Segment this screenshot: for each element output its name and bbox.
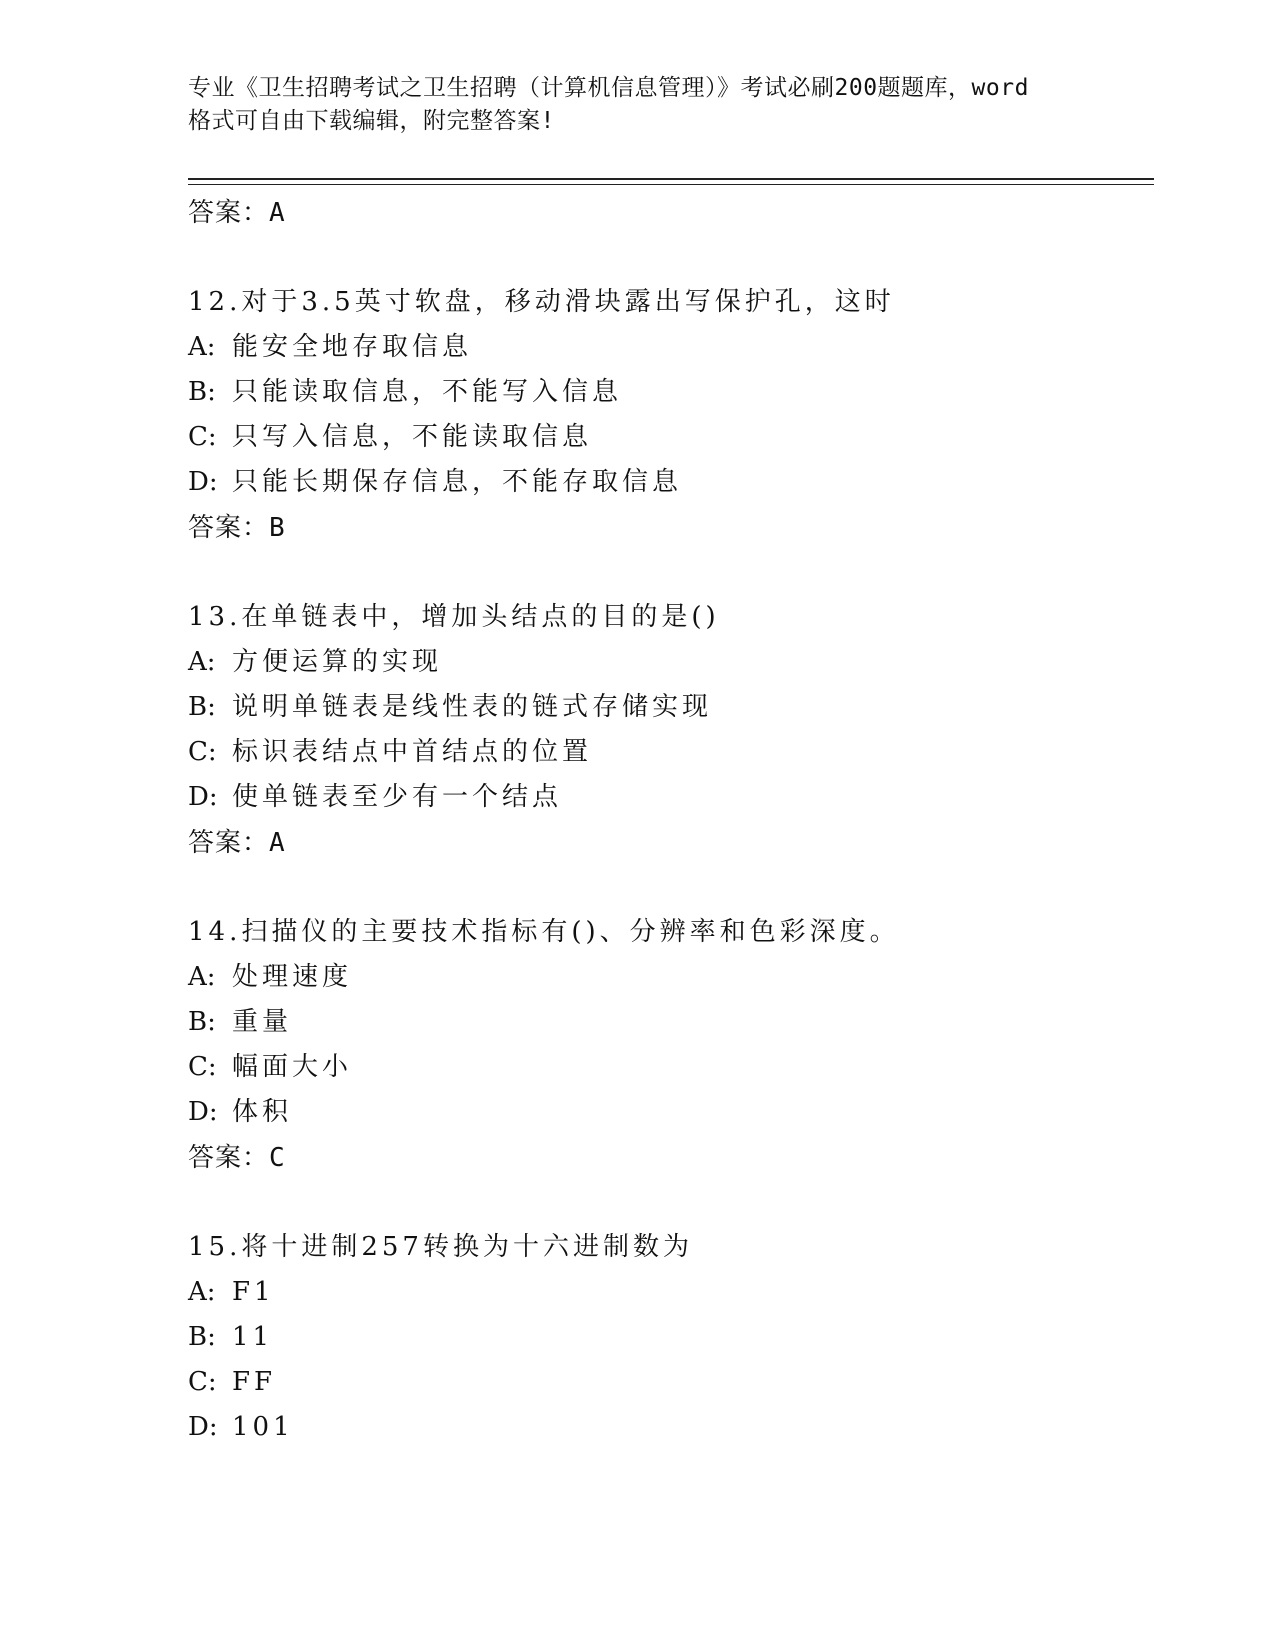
option-c <box>188 1045 1158 1090</box>
option-key: B: <box>188 1322 216 1352</box>
answer-12: 答案：B <box>188 513 286 543</box>
option-c <box>188 1360 1158 1405</box>
question-title: 12.对于3.5英寸软盘，移动滑块露出写保护孔，这时 <box>188 287 895 317</box>
question-15 <box>188 1225 1158 1450</box>
option-c <box>188 415 1158 460</box>
question-title: 14.扫描仪的主要技术指标有()、分辨率和色彩深度。 <box>188 917 900 947</box>
option-d <box>188 460 1158 505</box>
option-key: A: <box>188 647 216 677</box>
option-b <box>188 685 1158 730</box>
option-key: A: <box>188 1277 216 1307</box>
option-text: 只能读取信息，不能写入信息 <box>232 377 623 407</box>
option-key: B: <box>188 692 216 722</box>
option-text: 能安全地存取信息 <box>232 332 473 362</box>
option-b <box>188 1315 1158 1360</box>
option-d <box>188 1405 1158 1450</box>
option-text: 方便运算的实现 <box>232 647 443 677</box>
answer-14: 答案：C <box>188 1143 286 1173</box>
answer-13: 答案：A <box>188 828 286 858</box>
option-a <box>188 955 1158 1000</box>
question-12 <box>188 280 1158 551</box>
option-key: D: <box>188 1097 218 1127</box>
option-a <box>188 640 1158 685</box>
question-13 <box>188 595 1158 866</box>
question-list <box>188 190 1158 1450</box>
option-b <box>188 370 1158 415</box>
option-b <box>188 1000 1158 1045</box>
option-text: 使单链表至少有一个结点 <box>232 782 563 812</box>
header-line-2: 格式可自由下载编辑，附完整答案! <box>188 108 555 134</box>
header-divider-thick <box>188 178 1154 180</box>
answer-11: 答案：A <box>188 198 286 228</box>
option-text: 重量 <box>232 1007 293 1037</box>
header-divider-thin <box>188 184 1154 185</box>
option-key: C: <box>188 737 217 767</box>
option-key: C: <box>188 1052 217 1082</box>
document-header <box>188 72 1118 138</box>
option-text: 标识表结点中首结点的位置 <box>232 737 593 767</box>
option-d <box>188 1090 1158 1135</box>
option-key: D: <box>188 467 218 497</box>
option-text: 只写入信息，不能读取信息 <box>232 422 593 452</box>
option-text: 11 <box>232 1322 274 1352</box>
option-text: 101 <box>232 1412 294 1442</box>
option-key: C: <box>188 422 217 452</box>
option-d <box>188 775 1158 820</box>
option-text: 体积 <box>232 1097 293 1127</box>
question-title: 13.在单链表中，增加头结点的目的是() <box>188 602 720 632</box>
option-key: C: <box>188 1367 217 1397</box>
option-a <box>188 1270 1158 1315</box>
option-a <box>188 325 1158 370</box>
question-title: 15.将十进制257转换为十六进制数为 <box>188 1232 693 1262</box>
option-text: 只能长期保存信息，不能存取信息 <box>232 467 683 497</box>
option-key: D: <box>188 782 218 812</box>
option-text: 处理速度 <box>232 962 353 992</box>
option-text: FF <box>232 1367 277 1397</box>
question-14 <box>188 910 1158 1181</box>
option-key: D: <box>188 1412 218 1442</box>
header-line-1: 专业《卫生招聘考试之卫生招聘（计算机信息管理）》考试必刷200题题库，word <box>188 75 1029 101</box>
option-text: F1 <box>232 1277 275 1307</box>
option-key: A: <box>188 962 216 992</box>
option-c <box>188 730 1158 775</box>
option-key: B: <box>188 1007 216 1037</box>
option-key: A: <box>188 332 216 362</box>
option-text: 说明单链表是线性表的链式存储实现 <box>232 692 713 722</box>
option-key: B: <box>188 377 216 407</box>
option-text: 幅面大小 <box>232 1052 353 1082</box>
